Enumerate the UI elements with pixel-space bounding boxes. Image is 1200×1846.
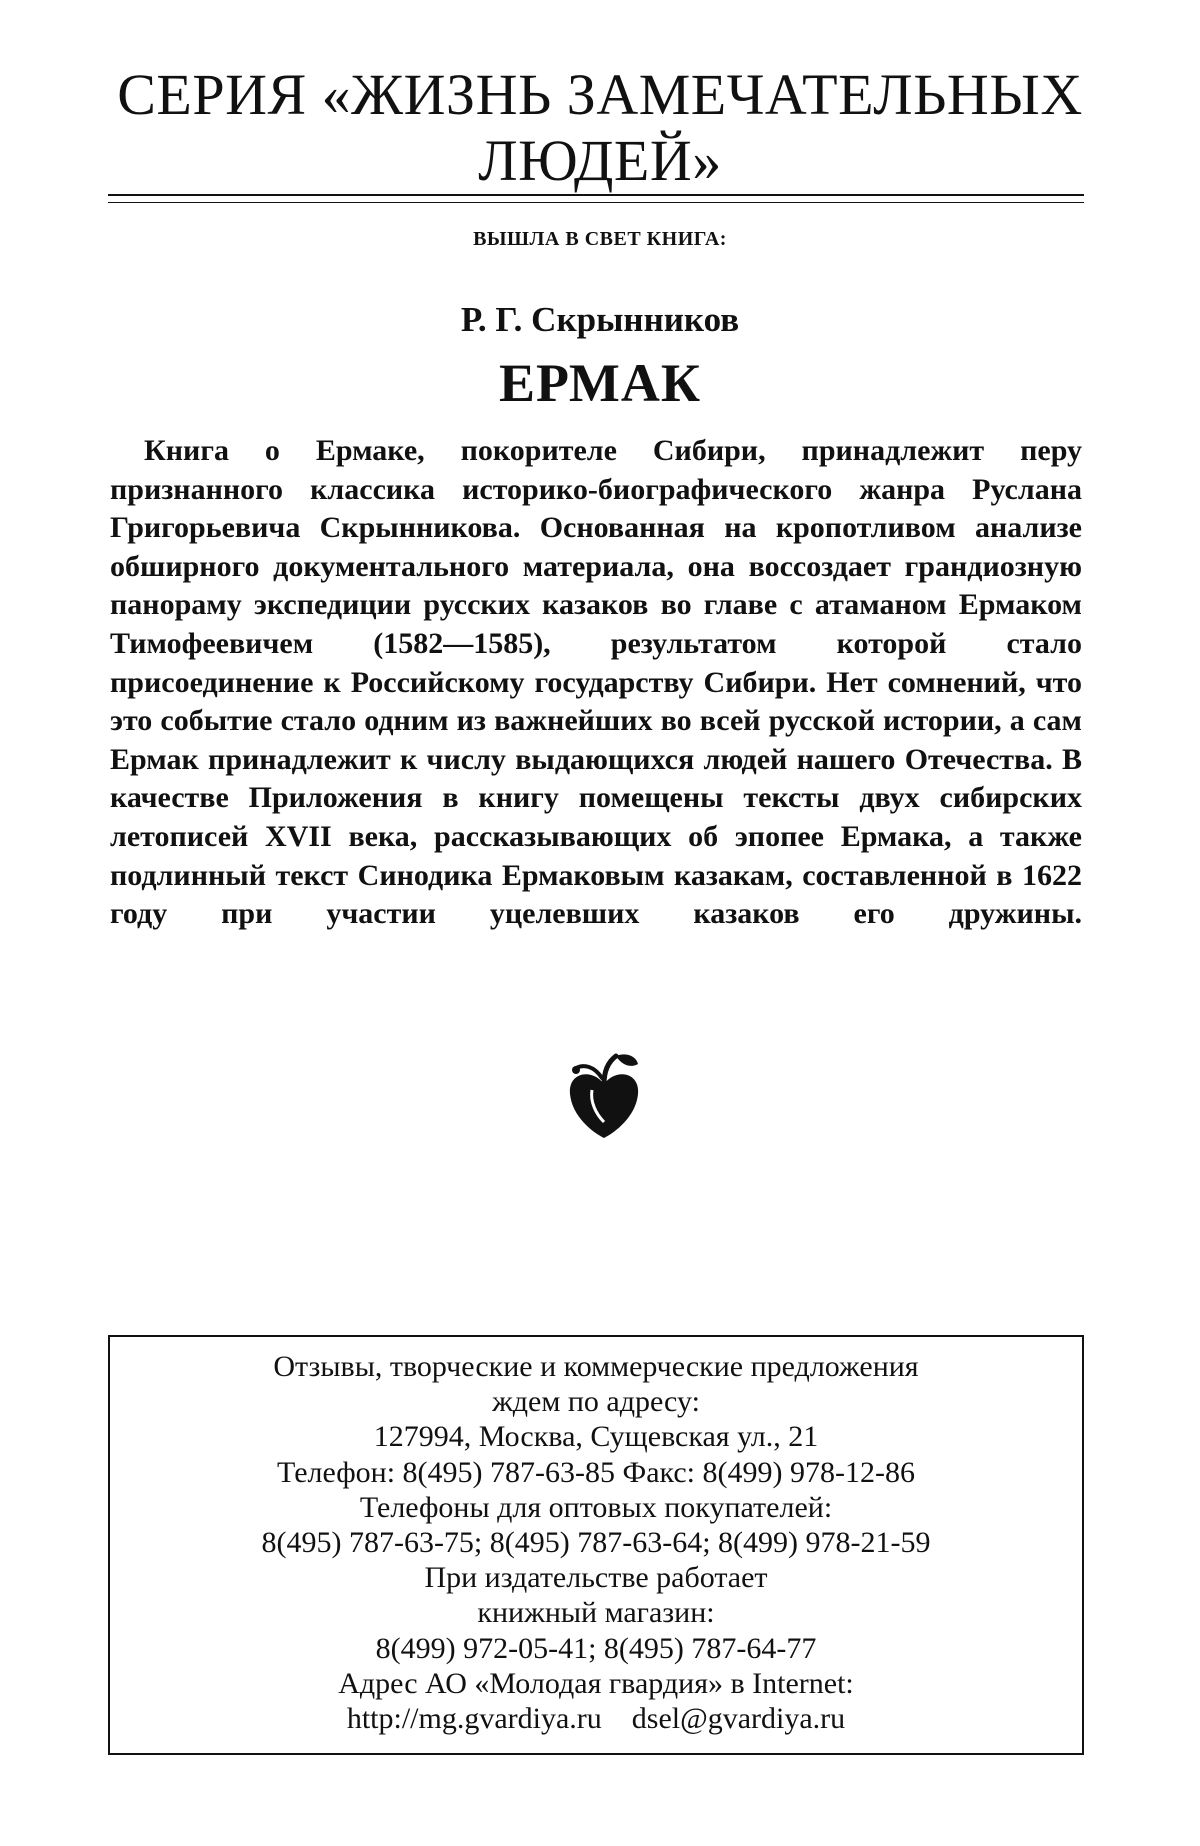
contact-line: Адрес АО «Молодая гвардия» в Internet: <box>338 1666 854 1700</box>
book-description: Книга о Ермаке, покорителе Сибири, принадлежит перу признанного классика историко-биографического жанра Руслана Григорьевича Скрынникова. Основанная на кропотливом анализе обширного документального материала, она воссоздает грандиозную панораму экспедиции русских казаков во главе с атаманом Ермаком Тимофеевичем (1582—1585), результатом которой стало присоединение к Российскому государству Сибири. Нет сомнений, что это событие стало одним из важнейших во всей русской истории, а сам Ермак принадлежит к числу выдающихся людей нашего Отечества. В качестве Приложения в книгу помещены тексты двух сибирских летописей XVII века, рассказывающих об эпопее Ермака, а также подлинный текст Синодика Ермаковым казакам, составленной в 1622 году при участии уцелевших казаков его дружины. <box>110 434 1082 931</box>
contact-lines <box>110 1349 1082 1736</box>
contact-line-web-email: http://mg.gvardiya.ru dsel@gvardiya.ru <box>346 1702 846 1736</box>
contact-info-box <box>108 1335 1084 1755</box>
contact-line: Отзывы, творческие и коммерческие предложения <box>273 1350 919 1383</box>
header-divider <box>108 194 1084 196</box>
contact-line-wholesale-phones: 8(495) 787-63-75; 8(495) 787-63-64; 8(499) 978-21-59 <box>261 1526 931 1560</box>
publisher-emblem-icon <box>562 1050 646 1142</box>
announcement-label: ВЫШЛА В СВЕТ КНИГА: <box>473 228 727 250</box>
contact-line-address: 127994, Москва, Сущевская ул., 21 <box>373 1420 819 1454</box>
book-author: Р. Г. Скрынников <box>460 300 740 339</box>
contact-line: ждем по адресу: <box>492 1385 700 1419</box>
contact-line: При издательстве работает <box>424 1561 768 1595</box>
book-title: ЕРМАК <box>498 353 702 413</box>
header-divider-secondary <box>108 202 1084 203</box>
series-title-line-2: ЛЮДЕЙ» <box>478 128 722 193</box>
series-title <box>100 62 1100 194</box>
contact-line-phone-fax: Телефон: 8(495) 787-63-85 Факс: 8(499) 978-12-86 <box>277 1455 915 1489</box>
contact-line: Телефоны для оптовых покупателей: <box>359 1490 833 1524</box>
contact-line: книжный магазин: <box>477 1596 715 1630</box>
contact-line-shop-phones: 8(499) 972-05-41; 8(495) 787-64-77 <box>375 1631 817 1665</box>
series-title-line-1: СЕРИЯ «ЖИЗНЬ ЗАМЕЧАТЕЛЬНЫХ <box>117 62 1083 127</box>
